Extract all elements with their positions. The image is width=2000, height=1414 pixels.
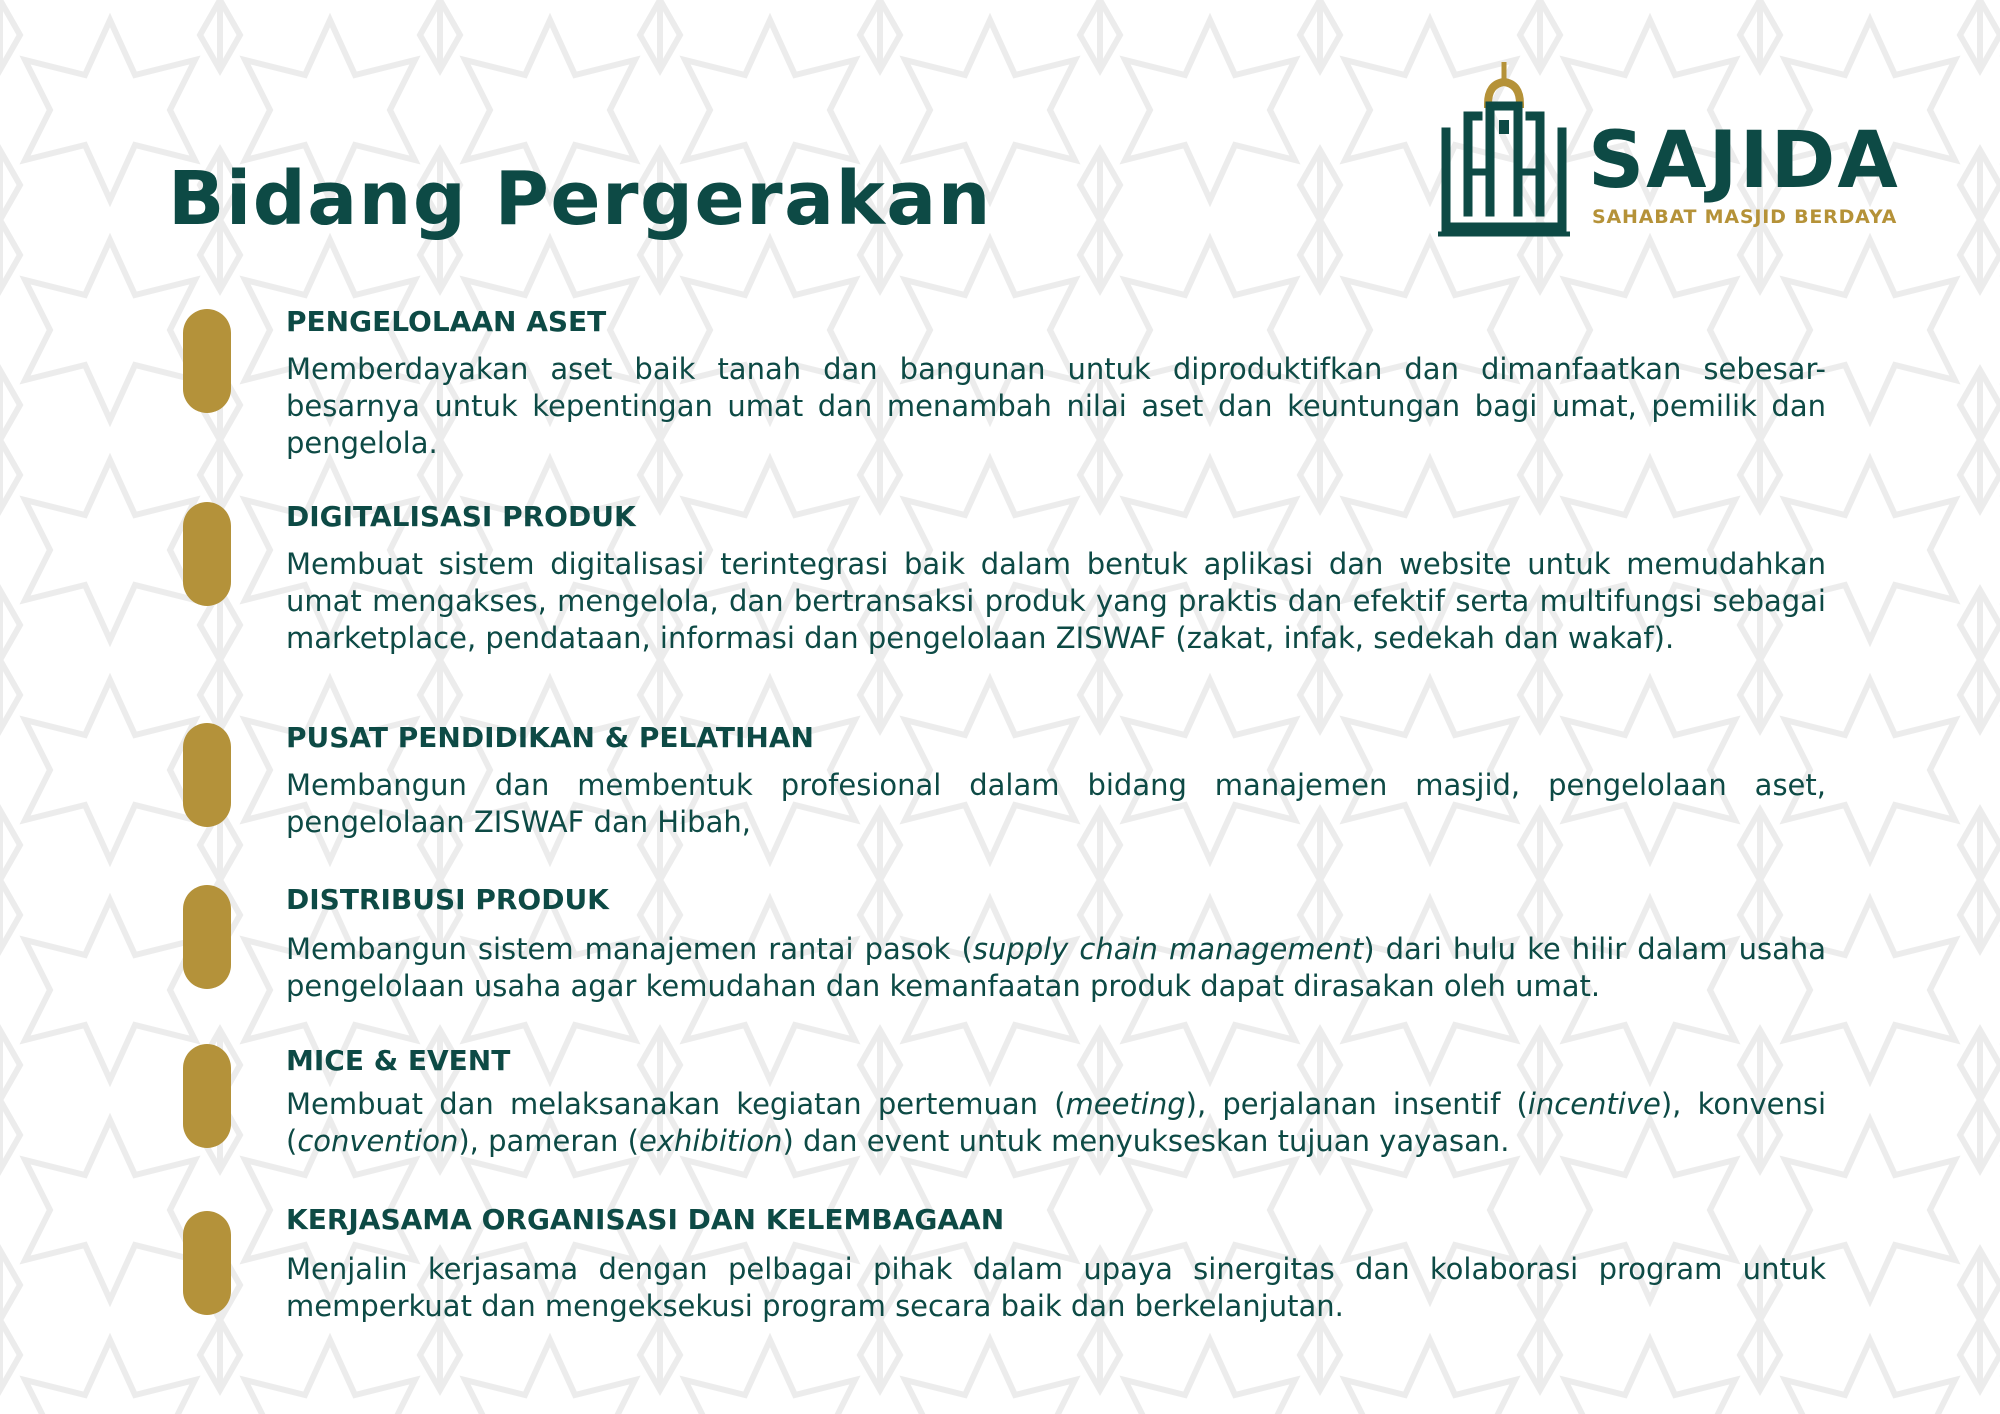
body-italic: convention [297,1124,459,1158]
bullet-pill [183,502,231,606]
body-italic: exhibition [638,1124,783,1158]
mosque-logo-icon [1438,62,1570,240]
section-title: MICE & EVENT [286,1044,511,1077]
section-title: DISTRIBUSI PRODUK [286,883,609,916]
body-text: ) dari hulu ke hilir dalam usaha pengelolaan usaha agar kemudahan dan kemanfaatan produk dapat dirasakan oleh umat. [286,932,1826,1003]
logo-tagline: SAHABAT MASJID BERDAYA [1592,206,1898,228]
bullet-pill [183,885,231,989]
sajida-logo [1438,62,1918,242]
body-text: ) dan event untuk menyukseskan tujuan yayasan. [782,1124,1510,1158]
body-italic: meeting [1065,1087,1186,1121]
section-body [286,931,1826,1005]
bullet-pill [183,1044,231,1148]
body-text: ), konvensi ( [286,1087,1827,1158]
bullet-pill [183,723,231,827]
section-title: DIGITALISASI PRODUK [286,500,636,533]
section-body: Menjalin kerjasama dengan pelbagai pihak dalam upaya sinergitas dan kolaborasi program untuk memperkuat dan mengeksekusi program secara baik dan berkelanjutan. [286,1252,1826,1323]
section-title: KERJASAMA ORGANISASI DAN KELEMBAGAAN [286,1203,1005,1236]
body-text: Membuat dan melaksanakan kegiatan pertemuan ( [286,1087,1066,1121]
body-text: ), pameran ( [458,1124,639,1158]
body-text: ), perjalanan insentif ( [1185,1087,1528,1121]
body-italic: supply chain management [972,932,1364,966]
body-italic: incentive [1527,1087,1661,1121]
section-body [286,1086,1826,1160]
section-body: Membuat sistem digitalisasi terintegrasi baik dalam bentuk aplikasi dan website untuk memudahkan umat mengakses, mengelola, dan bertransaksi produk yang praktis dan efektif serta multifungsi sebagai marketplace, pendataan, informasi dan pengelolaan ZISWAF (zakat, infak, sedekah dan wakaf). [286,547,1826,655]
section-body: Membangun dan membentuk profesional dalam bidang manajemen masjid, pengelolaan aset, pengelolaan ZISWAF dan Hibah, [286,768,1826,839]
section-title: PUSAT PENDIDIKAN & PELATIHAN [286,721,814,754]
body-text: Membangun sistem manajemen rantai pasok ( [286,932,973,966]
section-title: PENGELOLAAN ASET [286,305,607,338]
bullet-pill [183,309,231,413]
bullet-pill [183,1211,231,1315]
page-title: Bidang Pergerakan [168,156,992,242]
section-body: Memberdayakan aset baik tanah dan bangunan untuk diproduktifkan dan dimanfaatkan sebesar-besarnya untuk kepentingan umat dan menambah nilai aset dan keuntungan bagi umat, pemilik dan pengelola. [286,352,1826,460]
logo-name: SAJIDA [1588,116,1900,206]
